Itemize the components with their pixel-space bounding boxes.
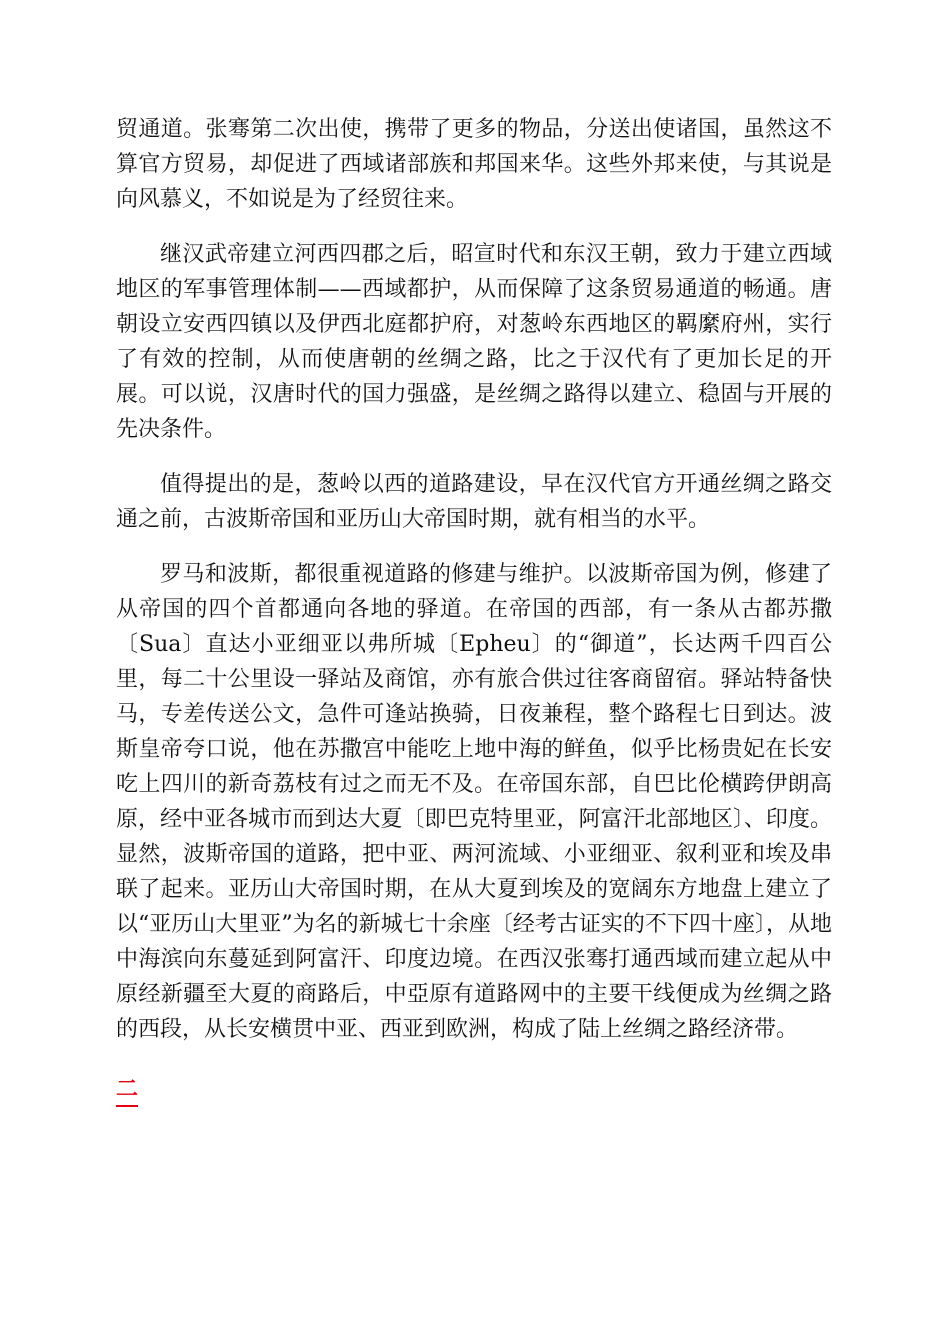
paragraph-rome-persia: 罗马和波斯，都很重视道路的修建与维护。以波斯帝国为例，修建了从帝国的四个首都通向各地的驿道。在帝国的西部，有一条从古都苏撒〔Sua〕直达小亚细亚以弗所城〔Epheu〕的“御道”，长达两千四百公里，每二十公里设一驿站及商馆，亦有旅合供过往客商留宿。驿站特备快马，专差传送公文，急件可逢站换骑，日夜兼程，整个路程七日到达。波斯皇帝夸口说，他在苏撒宫中能吃上地中海的鲜鱼，似乎比杨贵妃在长安吃上四川的新奇荔枝有过之而无不及。在帝国东部，自巴比伦横跨伊朗高原，经中亚各城市而到达大夏〔即巴克特里亚，阿富汗北部地区〕、印度。显然，波斯帝国的道路，把中亚、两河流域、小亚细亚、叙利亚和埃及串联了起来。亚历山大帝国时期，在从大夏到埃及的宽阔东方地盘上建立了以“亚历山大里亚”为名的新城七十余座〔经考古证实的不下四十座〕，从地中海滨向东蔓延到阿富汗、印度边境。在西汉张骞打通西域而建立起从中原经新疆至大夏的商路后，中亞原有道路网中的主要干线便成为丝绸之路的西段，从长安横贯中亚、西亚到欧洲，构成了陆上丝绸之路经济带。 (116, 562, 832, 1042)
section-number: 二 (116, 1075, 138, 1107)
paragraph-western-regions: 继汉武帝建立河西四郡之后，昭宣时代和东汉王朝，致力于建立西域地区的军事管理体制——西域都护，从而保障了这条贸易通道的畅通。唐朝设立安西四镇以及伊西北庭都护府，对葱岭东西地区的羁縻府州，实行了有效的控制，从而使唐朝的丝绸之路，比之于汉代有了更加长足的开展。可以说，汉唐时代的国力强盛，是丝绸之路得以建立、稳固与开展的先决条件。 (116, 242, 832, 442)
document-body (116, 112, 832, 1107)
paragraph-congling-roads: 值得提出的是，葱岭以西的道路建设，早在汉代官方开通丝绸之路交通之前，古波斯帝国和亚历山大帝国时期，就有相当的水平。 (116, 472, 832, 532)
paragraph-continuation: 贸通道。张骞第二次出使，携带了更多的物品，分送出使诸国，虽然这不算官方贸易，却促进了西域诸部族和邦国来华。这些外邦来使，与其说是向风慕义，不如说是为了经贸往来。 (116, 117, 832, 212)
section-heading (116, 1067, 832, 1107)
